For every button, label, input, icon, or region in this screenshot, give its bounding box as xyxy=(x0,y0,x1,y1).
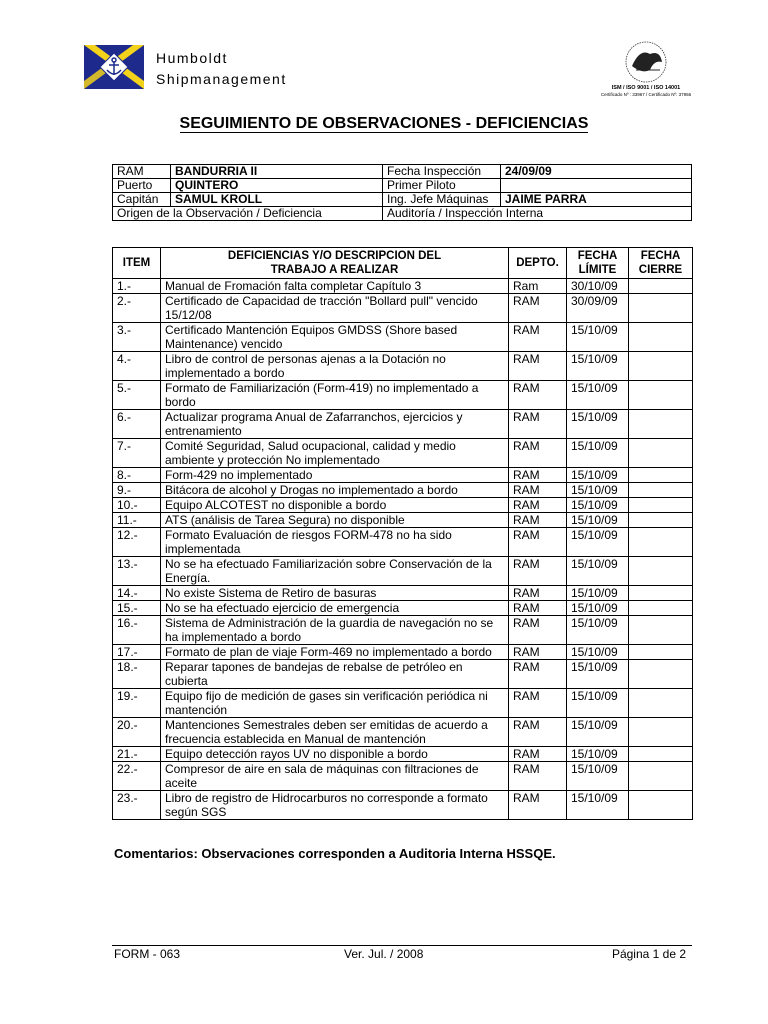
row-fecha-cierre xyxy=(629,513,693,528)
table-row xyxy=(113,468,693,483)
row-depto: RAM xyxy=(509,645,567,660)
row-fecha-cierre xyxy=(629,439,693,468)
table-row xyxy=(113,762,693,791)
piloto-label: Primer Piloto xyxy=(383,179,501,193)
row-description: Sistema de Administración de la guardia de navegación no se ha implementado a bordo xyxy=(161,616,509,645)
row-fecha-cierre xyxy=(629,718,693,747)
certification-seal xyxy=(596,40,696,98)
row-item: 9.- xyxy=(113,483,161,498)
page-title: SEGUIMIENTO DE OBSERVACIONES - DEFICIENCIAS xyxy=(179,115,589,132)
row-depto: RAM xyxy=(509,439,567,468)
row-item: 17.- xyxy=(113,645,161,660)
row-item: 16.- xyxy=(113,616,161,645)
table-row xyxy=(113,410,693,439)
row-depto: RAM xyxy=(509,601,567,616)
row-fecha-limite: 15/10/09 xyxy=(567,323,629,352)
row-fecha-cierre xyxy=(629,791,693,820)
col-header-item: ITEM xyxy=(113,248,161,279)
row-description: Equipo fijo de medición de gases sin verificación periódica ni mantención xyxy=(161,689,509,718)
row-item: 8.- xyxy=(113,468,161,483)
table-row xyxy=(113,689,693,718)
jefe-label: Ing. Jefe Máquinas xyxy=(383,193,501,207)
row-fecha-cierre xyxy=(629,410,693,439)
row-description: Equipo ALCOTEST no disponible a bordo xyxy=(161,498,509,513)
row-fecha-cierre xyxy=(629,762,693,791)
row-fecha-limite: 15/10/09 xyxy=(567,586,629,601)
row-description: No existe Sistema de Retiro de basuras xyxy=(161,586,509,601)
row-depto: RAM xyxy=(509,468,567,483)
table-row xyxy=(113,528,693,557)
row-fecha-limite: 15/10/09 xyxy=(567,528,629,557)
row-fecha-limite: 30/09/09 xyxy=(567,294,629,323)
row-depto: RAM xyxy=(509,352,567,381)
footer-form-code: FORM - 063 xyxy=(114,947,181,961)
ram-value: BANDURRIA II xyxy=(171,165,383,179)
row-fecha-cierre xyxy=(629,279,693,294)
fecha-value: 24/09/09 xyxy=(501,165,692,179)
table-row xyxy=(113,439,693,468)
cert-standards: ISM / ISO 9001 / ISO 14001 xyxy=(611,85,681,91)
row-depto: RAM xyxy=(509,410,567,439)
row-fecha-limite: 15/10/09 xyxy=(567,410,629,439)
piloto-value xyxy=(501,179,692,193)
row-description: Certificado de Capacidad de tracción "Bollard pull" vencido 15/12/08 xyxy=(161,294,509,323)
col-header-fecha-limite: FECHA LÍMITE xyxy=(567,248,629,279)
row-fecha-cierre xyxy=(629,381,693,410)
jefe-value: JAIME PARRA xyxy=(501,193,692,207)
row-item: 14.- xyxy=(113,586,161,601)
puerto-label: Puerto xyxy=(113,179,171,193)
row-fecha-limite: 15/10/09 xyxy=(567,660,629,689)
col-header-fecha-cierre: FECHA CIERRE xyxy=(629,248,693,279)
row-fecha-cierre xyxy=(629,689,693,718)
table-row xyxy=(113,586,693,601)
row-depto: RAM xyxy=(509,498,567,513)
row-item: 3.- xyxy=(113,323,161,352)
row-item: 7.- xyxy=(113,439,161,468)
row-item: 12.- xyxy=(113,528,161,557)
row-description: Libro de registro de Hidrocarburos no corresponde a formato según SGS xyxy=(161,791,509,820)
row-description: Compresor de aire en sala de máquinas con filtraciones de aceite xyxy=(161,762,509,791)
row-fecha-limite: 15/10/09 xyxy=(567,747,629,762)
col-header-depto: DEPTO. xyxy=(509,248,567,279)
row-fecha-limite: 15/10/09 xyxy=(567,513,629,528)
table-row xyxy=(113,323,693,352)
row-depto: RAM xyxy=(509,294,567,323)
row-description: Formato de Familiarización (Form-419) no implementado a bordo xyxy=(161,381,509,410)
row-fecha-limite: 15/10/09 xyxy=(567,468,629,483)
row-fecha-limite: 15/10/09 xyxy=(567,791,629,820)
row-fecha-limite: 30/10/09 xyxy=(567,279,629,294)
row-depto: RAM xyxy=(509,528,567,557)
row-fecha-limite: 15/10/09 xyxy=(567,616,629,645)
row-item: 19.- xyxy=(113,689,161,718)
table-row xyxy=(113,718,693,747)
row-item: 21.- xyxy=(113,747,161,762)
deficiencies-table xyxy=(112,247,693,820)
row-depto: RAM xyxy=(509,747,567,762)
row-item: 1.- xyxy=(113,279,161,294)
row-fecha-cierre xyxy=(629,747,693,762)
row-depto: RAM xyxy=(509,791,567,820)
row-fecha-cierre xyxy=(629,616,693,645)
table-header-row xyxy=(113,248,693,279)
row-fecha-cierre xyxy=(629,468,693,483)
row-depto: RAM xyxy=(509,381,567,410)
row-fecha-limite: 15/10/09 xyxy=(567,762,629,791)
puerto-value: QUINTERO xyxy=(171,179,383,193)
row-description: Comité Seguridad, Salud ocupacional, calidad y medio ambiente y protección No implementado xyxy=(161,439,509,468)
table-row xyxy=(113,352,693,381)
row-fecha-limite: 15/10/09 xyxy=(567,557,629,586)
row-fecha-limite: 15/10/09 xyxy=(567,439,629,468)
certification-seal-icon xyxy=(620,40,672,84)
company-name-line1: Humboldt xyxy=(156,50,228,66)
row-fecha-cierre xyxy=(629,645,693,660)
deficiencies-table-body xyxy=(113,279,693,820)
footer-divider xyxy=(112,945,692,946)
company-logo-flag xyxy=(84,45,144,89)
row-depto: RAM xyxy=(509,718,567,747)
row-fecha-cierre xyxy=(629,557,693,586)
row-depto: RAM xyxy=(509,616,567,645)
row-description: Manual de Fromación falta completar Capítulo 3 xyxy=(161,279,509,294)
row-item: 20.- xyxy=(113,718,161,747)
info-row xyxy=(113,179,692,193)
row-fecha-cierre xyxy=(629,483,693,498)
row-item: 18.- xyxy=(113,660,161,689)
row-fecha-limite: 15/10/09 xyxy=(567,645,629,660)
row-fecha-cierre xyxy=(629,601,693,616)
row-description: No se ha efectuado ejercicio de emergencia xyxy=(161,601,509,616)
row-fecha-limite: 15/10/09 xyxy=(567,689,629,718)
ram-label: RAM xyxy=(113,165,171,179)
row-description: Actualizar programa Anual de Zafarranchos, ejercicios y entrenamiento xyxy=(161,410,509,439)
table-row xyxy=(113,513,693,528)
row-fecha-limite: 15/10/09 xyxy=(567,601,629,616)
row-description: Certificado Mantención Equipos GMDSS (Shore based Maintenance) vencido xyxy=(161,323,509,352)
row-depto: RAM xyxy=(509,557,567,586)
row-description: No se ha efectuado Familiarización sobre Conservación de la Energía. xyxy=(161,557,509,586)
row-fecha-limite: 15/10/09 xyxy=(567,498,629,513)
row-fecha-cierre xyxy=(629,352,693,381)
row-description: Mantenciones Semestrales deben ser emitidas de acuerdo a frecuencia establecida en Manual de mantención xyxy=(161,718,509,747)
cert-numbers: Certificado Nº : 33967 / Certificado Nº: 37956 xyxy=(600,92,692,97)
row-item: 15.- xyxy=(113,601,161,616)
row-fecha-limite: 15/10/09 xyxy=(567,381,629,410)
row-description: Bitácora de alcohol y Drogas no implementado a bordo xyxy=(161,483,509,498)
table-row xyxy=(113,616,693,645)
row-item: 5.- xyxy=(113,381,161,410)
info-row xyxy=(113,193,692,207)
row-depto: RAM xyxy=(509,689,567,718)
row-fecha-cierre xyxy=(629,660,693,689)
row-description: Reparar tapones de bandejas de rebalse de petróleo en cubierta xyxy=(161,660,509,689)
table-row xyxy=(113,645,693,660)
row-item: 22.- xyxy=(113,762,161,791)
table-row xyxy=(113,498,693,513)
capitan-label: Capitán xyxy=(113,193,171,207)
origen-label: Origen de la Observación / Deficiencia xyxy=(113,207,383,221)
row-depto: RAM xyxy=(509,660,567,689)
table-row xyxy=(113,660,693,689)
row-depto: RAM xyxy=(509,513,567,528)
row-item: 23.- xyxy=(113,791,161,820)
row-fecha-cierre xyxy=(629,586,693,601)
row-depto: RAM xyxy=(509,586,567,601)
footer-page-number: Página 1 de 2 xyxy=(611,947,686,961)
row-fecha-cierre xyxy=(629,294,693,323)
table-row xyxy=(113,294,693,323)
info-row xyxy=(113,207,692,221)
row-item: 4.- xyxy=(113,352,161,381)
row-description: Formato Evaluación de riesgos FORM-478 no ha sido implementada xyxy=(161,528,509,557)
inspection-info-table xyxy=(112,164,692,221)
row-depto: Ram xyxy=(509,279,567,294)
table-row xyxy=(113,483,693,498)
row-item: 11.- xyxy=(113,513,161,528)
row-fecha-limite: 15/10/09 xyxy=(567,718,629,747)
table-row xyxy=(113,381,693,410)
fecha-label: Fecha Inspección xyxy=(383,165,501,179)
origen-value: Auditoría / Inspección Interna xyxy=(383,207,692,221)
capitan-value: SAMUL KROLL xyxy=(171,193,383,207)
row-fecha-limite: 15/10/09 xyxy=(567,352,629,381)
company-name xyxy=(156,48,287,90)
table-row xyxy=(113,791,693,820)
row-description: ATS (análisis de Tarea Segura) no disponible xyxy=(161,513,509,528)
row-depto: RAM xyxy=(509,762,567,791)
row-description: Equipo detección rayos UV no disponible a bordo xyxy=(161,747,509,762)
row-fecha-cierre xyxy=(629,323,693,352)
col-header-description: DEFICIENCIAS Y/O DESCRIPCION DEL TRABAJO A REALIZAR xyxy=(161,248,509,279)
info-row xyxy=(113,165,692,179)
row-depto: RAM xyxy=(509,323,567,352)
row-depto: RAM xyxy=(509,483,567,498)
row-item: 10.- xyxy=(113,498,161,513)
footer-version: Ver. Jul. / 2008 xyxy=(344,947,424,961)
row-fecha-limite: 15/10/09 xyxy=(567,483,629,498)
table-row xyxy=(113,279,693,294)
row-fecha-cierre xyxy=(629,498,693,513)
row-description: Libro de control de personas ajenas a la Dotación no implementado a bordo xyxy=(161,352,509,381)
row-item: 2.- xyxy=(113,294,161,323)
table-row xyxy=(113,747,693,762)
company-name-line2: Shipmanagement xyxy=(156,71,287,87)
row-fecha-cierre xyxy=(629,528,693,557)
row-description: Formato de plan de viaje Form-469 no implementado a bordo xyxy=(161,645,509,660)
comments: Comentarios: Observaciones corresponden a Auditoria Interna HSSQE. xyxy=(114,846,556,861)
table-row xyxy=(113,557,693,586)
row-description: Form-429 no implementado xyxy=(161,468,509,483)
row-item: 6.- xyxy=(113,410,161,439)
row-item: 13.- xyxy=(113,557,161,586)
table-row xyxy=(113,601,693,616)
